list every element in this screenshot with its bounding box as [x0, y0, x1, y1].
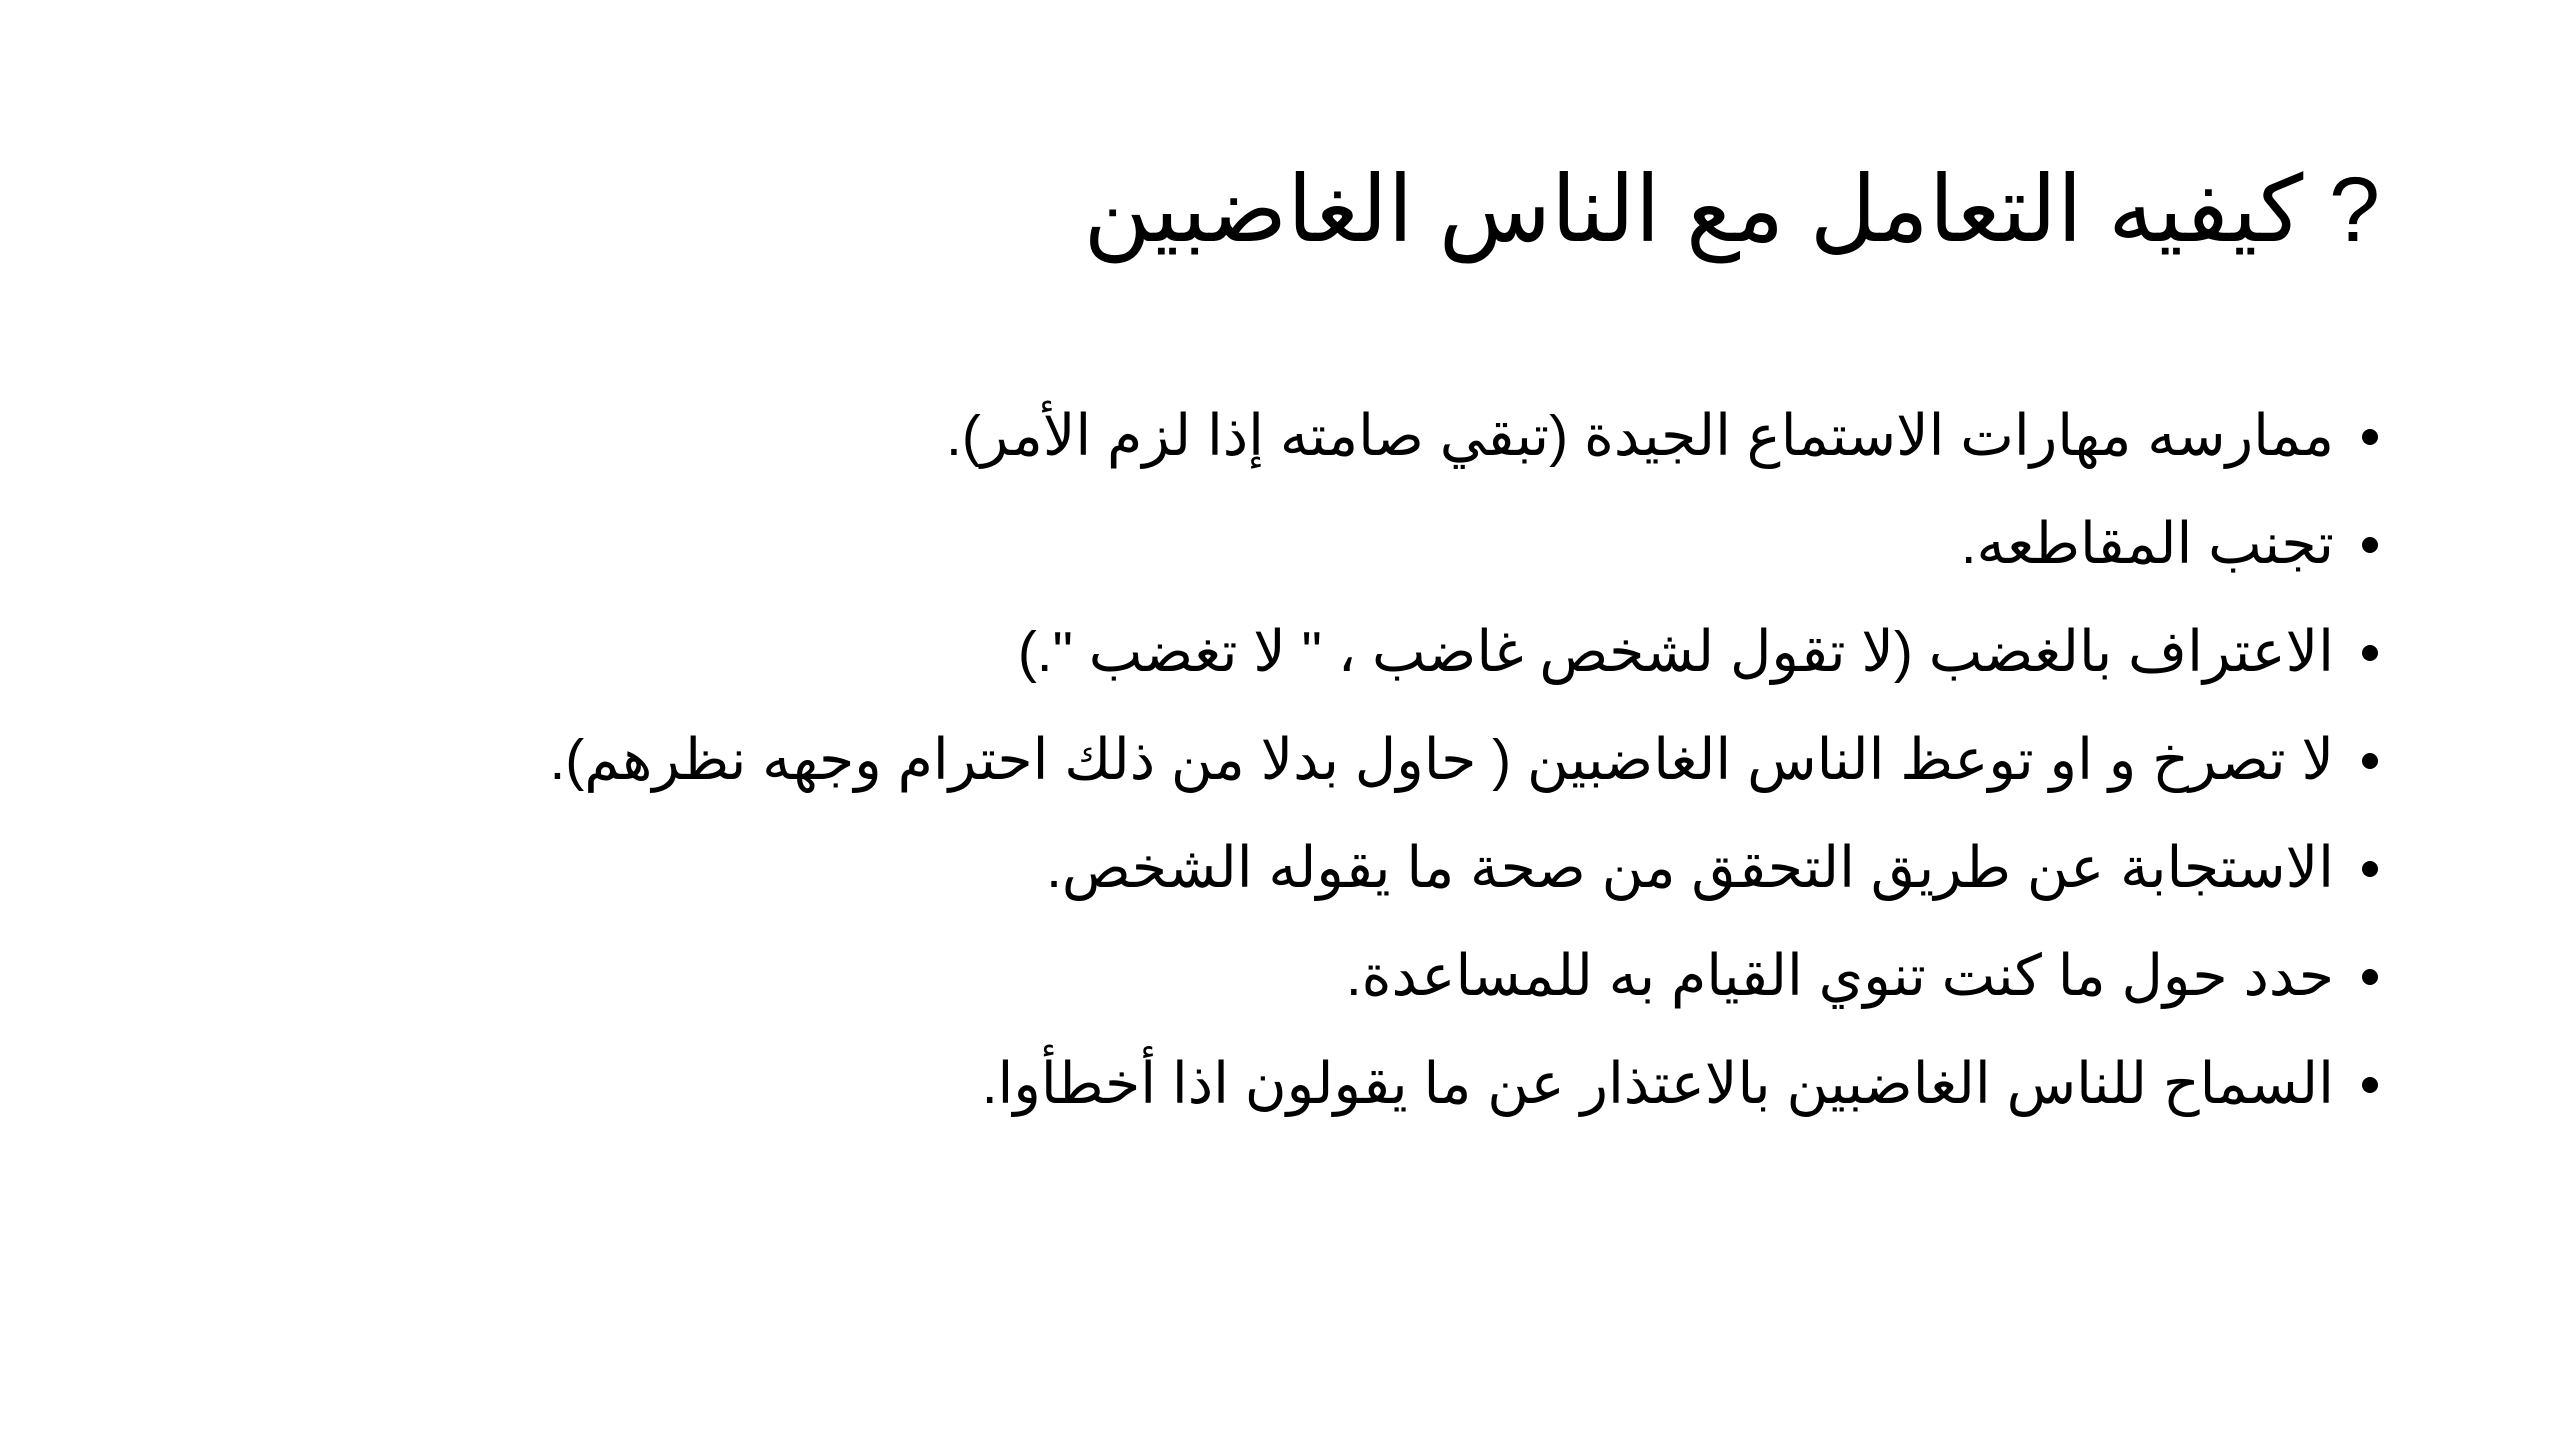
list-item	[178, 814, 2378, 922]
bullet-dot-icon	[2362, 969, 2378, 985]
bullet-dot-icon	[2362, 645, 2378, 661]
bullet-text: الاعتراف بالغضب (لا تقول لشخص غاضب ، " لا تغضب ".)	[1017, 620, 2334, 684]
list-item	[178, 598, 2378, 706]
bullet-dot-icon	[2362, 753, 2378, 769]
bullet-text: السماح للناس الغاضبين بالاعتذار عن ما يقولون اذا أخطأوا.	[981, 1052, 2334, 1116]
bullet-dot-icon	[2362, 429, 2378, 445]
bullet-text: ممارسه مهارات الاستماع الجيدة (تبقي صامته إذا لزم الأمر).	[946, 404, 2334, 468]
bullet-list	[178, 382, 2378, 1138]
list-item	[178, 382, 2378, 490]
bullet-dot-icon	[2362, 861, 2378, 877]
list-item	[178, 490, 2378, 598]
bullet-text: حدد حول ما كنت تنوي القيام به للمساعدة.	[1345, 944, 2334, 1008]
slide-title: ? كيفيه التعامل مع الناس الغاضبين	[1083, 159, 2380, 261]
list-item	[178, 922, 2378, 1030]
bullet-text: لا تصرخ و او توعظ الناس الغاضبين ( حاول بدلا من ذلك احترام وجهه نظرهم).	[549, 728, 2334, 792]
bullet-text: الاستجابة عن طريق التحقق من صحة ما يقوله الشخص.	[1046, 836, 2334, 900]
bullet-dot-icon	[2362, 537, 2378, 553]
list-item	[178, 1030, 2378, 1138]
bullet-text: تجنب المقاطعه.	[1960, 512, 2334, 576]
bullet-dot-icon	[2362, 1077, 2378, 1093]
list-item	[178, 706, 2378, 814]
